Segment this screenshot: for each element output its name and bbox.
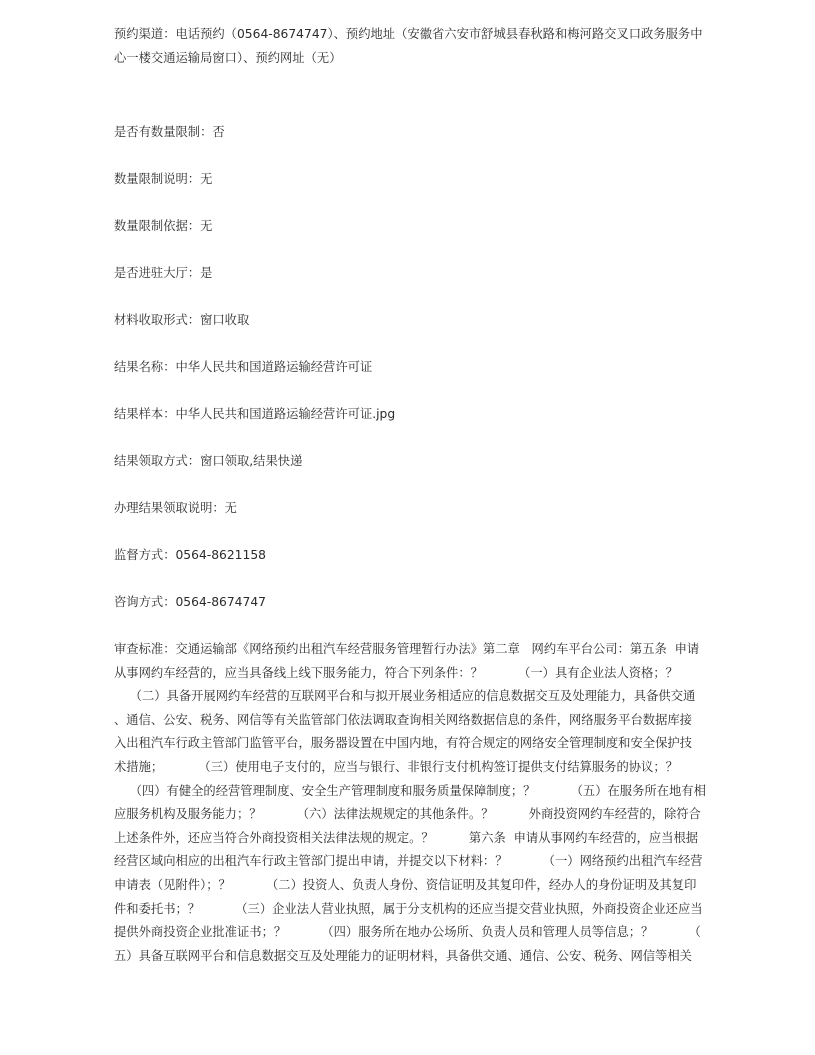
review-standard-paragraph: [114, 641, 706, 971]
review-standard-line: 经营区域向相应的出租汽车行政主管部门提出申请，并提交以下材料：？ （一）网络预约出租汽车经营: [114, 854, 703, 869]
supervision-method: 监督方式：0564-8621158: [114, 548, 266, 562]
review-standard-line: 提供外商投资企业批准证书；？ （四）服务所在地办公场所、负责人员和管理人员等信息；？ （: [114, 925, 701, 940]
review-standard-line: 审查标准：交通运输部《网络预约出租汽车经营服务管理暂行办法》第二章 网约车平台公司：第五条 申请: [114, 642, 700, 656]
material-collection-form: 材料收取形式：窗口收取: [114, 313, 250, 327]
review-standard-line: 入出租汽车行政主管部门监管平台，服务器设置在中国内地，有符合规定的网络安全管理制度和安全保护技: [114, 736, 692, 751]
review-standard-line: 从事网约车经营的，应当具备线上线下服务能力，符合下列条件：？ （一）具有企业法人资格；？: [114, 665, 678, 680]
appointment-channel-line-1: 预约渠道：电话预约（0564-8674747）、预约地址（安徽省六安市舒城县春秋路和梅河路交叉口政务服务中: [114, 27, 703, 41]
result-pickup-method: 结果领取方式：窗口领取,结果快递: [114, 454, 303, 468]
appointment-channel-line-2: 心一楼交通运输局窗口）、预约网址（无）: [114, 51, 342, 65]
review-standard-line: 申请表（见附件）；？ （二）投资人、负责人身份、资信证明及其复印件，经办人的身份证明及其复印: [114, 877, 697, 892]
result-name: 结果名称：中华人民共和国道路运输经营许可证: [114, 360, 373, 374]
review-standard-line: （二）具备开展网约车经营的互联网平台和与拟开展业务相适应的信息数据交互及处理能力，具备供交通: [114, 689, 696, 704]
review-standard-line: 术措施； （三）使用电子支付的，应当与银行、非银行支付机构签订提供支付结算服务的协议；？: [114, 759, 678, 774]
quantity-limit-basis: 数量限制依据：无: [114, 219, 213, 233]
inquiry-method: 咨询方式：0564-8674747: [114, 595, 266, 609]
review-standard-line: 、通信、公安、税务、网信等有关监管部门依法调取查询相关网络数据信息的条件，网络服务平台数据库接: [114, 712, 692, 727]
review-standard-line: （四）有健全的经营管理制度、安全生产管理制度和服务质量保障制度；？ （五）在服务所在地有相: [114, 783, 706, 798]
quantity-limit: 是否有数量限制：否: [114, 125, 225, 139]
result-pickup-note: 办理结果领取说明：无: [114, 501, 237, 515]
review-standard-line: 五）具备互联网平台和信息数据交互及处理能力的证明材料，具备供交通、通信、公安、税务、网信等相关: [114, 948, 692, 963]
review-standard-line: 应服务机构及服务能力；？ （六）法律法规规定的其他条件。？ 外商投资网约车经营的，除符合: [114, 807, 701, 822]
review-standard-line: 件和委托书；？ （三）企业法人营业执照，属于分支机构的还应当提交营业执照，外商投资企业还应当: [114, 901, 703, 916]
in-service-hall: 是否进驻大厅：是: [114, 266, 213, 280]
result-sample: 结果样本：中华人民共和国道路运输经营许可证.jpg: [114, 407, 396, 421]
quantity-limit-description: 数量限制说明：无: [114, 172, 213, 186]
review-standard-line: 上述条件外，还应当符合外商投资相关法律法规的规定。？ 第六条 申请从事网约车经营的，应当根据: [114, 830, 699, 845]
